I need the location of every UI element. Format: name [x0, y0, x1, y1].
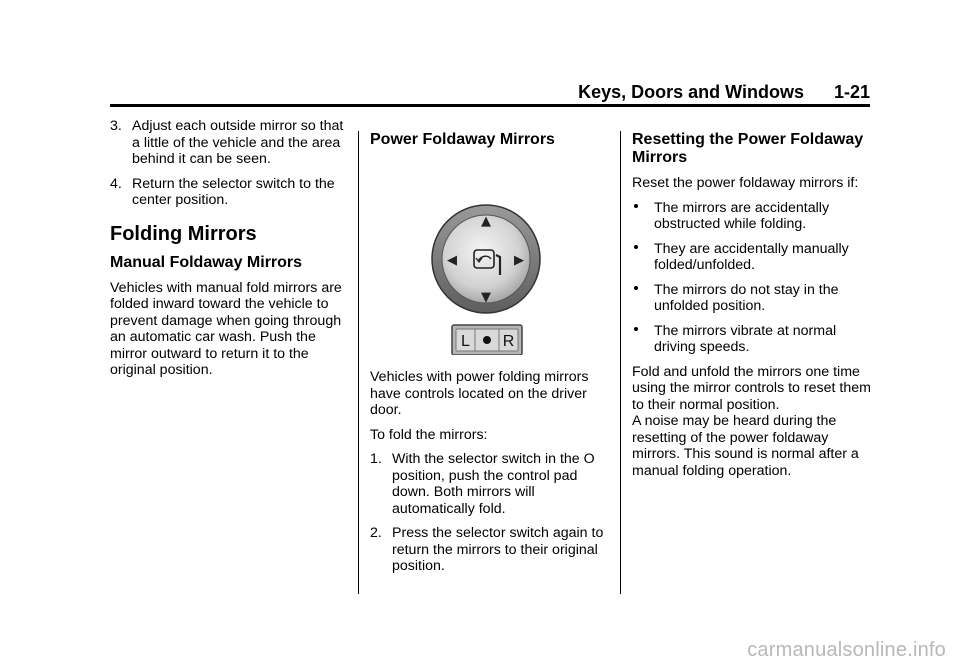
arrow-left-icon: ◀ [447, 253, 457, 268]
reset-conditions-list [632, 200, 872, 356]
step-text: Press the selector switch again to return the mirrors to their original position. [392, 525, 604, 574]
selector-right-label: R [502, 333, 515, 350]
selector-left-label: L [461, 333, 470, 350]
step-number: 3. [110, 118, 122, 134]
bullet-icon [632, 323, 654, 356]
list-item [632, 282, 872, 315]
step-text: With the selector switch in the O position, push the control pad down. Both mirrors will automatically fold. [392, 451, 595, 517]
selector-center-dot-icon [483, 336, 491, 344]
paragraph: A noise may be heard during the resetting of the power foldaway mirrors. This sound is normal after a manual folding operation. [632, 413, 859, 479]
list-item [632, 323, 872, 356]
arrow-down-icon: ▼ [481, 290, 491, 305]
list-item [632, 241, 872, 274]
mirror-control-figure [370, 159, 612, 355]
step-4 [110, 176, 350, 209]
bullet-icon [632, 241, 654, 274]
page-header [110, 82, 870, 102]
step-2 [370, 525, 612, 575]
step-1 [370, 451, 612, 517]
list-item-text: They are accidentally manually folded/unfolded. [654, 240, 849, 273]
paragraph: Fold and unfold the mirrors one time using the mirror controls to reset them to their normal position. [632, 363, 871, 413]
mirror-control-illustration [370, 159, 612, 355]
watermark: carmanualsonline.info [747, 639, 946, 661]
paragraph: To fold the mirrors: [370, 426, 488, 443]
list-item [632, 200, 872, 233]
header-rule [110, 104, 870, 107]
step-text: Return the selector switch to the center position. [132, 175, 335, 208]
subsection-title: Resetting the Power Foldaway Mirrors [632, 131, 864, 166]
step-number: 2. [370, 525, 382, 541]
list-item-text: The mirrors do not stay in the unfolded position. [654, 281, 839, 314]
column-divider-1 [358, 131, 359, 594]
bullet-icon [632, 282, 654, 315]
paragraph: Vehicles with manual fold mirrors are folded inward toward the vehicle to prevent damage when going through an automatic car wash. Push the mirror outward to return it to the original position. [110, 279, 342, 378]
column-3 [632, 131, 872, 487]
intro-text: Reset the power foldaway mirrors if: [632, 175, 859, 191]
column-1 [110, 118, 350, 387]
arrow-up-icon: ▲ [481, 214, 491, 229]
column-divider-2 [620, 131, 621, 594]
chapter-title: Keys, Doors and Windows [578, 82, 804, 102]
paragraph: Vehicles with power folding mirrors have controls located on the driver door. [370, 369, 589, 418]
step-number: 1. [370, 451, 382, 467]
step-text: Adjust each outside mirror so that a little of the vehicle and the area behind it can be seen. [132, 118, 344, 167]
step-3 [110, 118, 350, 168]
list-item-text: The mirrors vibrate at normal driving speeds. [654, 322, 837, 355]
step-number: 4. [110, 175, 122, 192]
subsection-title: Manual Foldaway Mirrors [110, 253, 303, 271]
bullet-icon [632, 200, 654, 233]
list-item-text: The mirrors are accidentally obstructed while folding. [654, 199, 830, 232]
page-number: 1-21 [833, 82, 870, 102]
arrow-right-icon: ▶ [514, 253, 524, 268]
section-title: Folding Mirrors [110, 222, 257, 245]
subsection-title: Power Foldaway Mirrors [370, 131, 555, 148]
column-2 [370, 131, 612, 583]
